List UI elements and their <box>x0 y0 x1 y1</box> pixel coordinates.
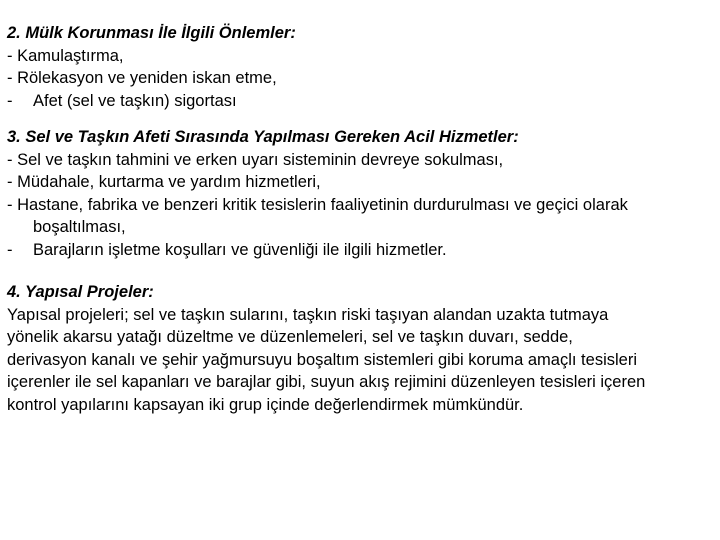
list-dash: - <box>7 240 13 259</box>
paragraph-line: kontrol yapılarını kapsayan iki grup içinde değerlendirmek mümkündür. <box>7 395 524 414</box>
list-item <box>7 45 713 68</box>
list-item-text: Müdahale, kurtarma ve yardım hizmetleri, <box>17 173 321 192</box>
list-dash: - <box>7 46 18 65</box>
paragraph-line: Yapısal projeleri; sel ve taşkın sularını, taşkın riski taşıyan alandan uzakta tutmaya <box>7 305 609 324</box>
list-item <box>7 67 713 90</box>
list-item-text: boşaltılması, <box>33 218 126 237</box>
list-item-text: Rölekasyon ve yeniden iskan etme, <box>17 69 277 88</box>
list-item <box>7 90 713 113</box>
list-item <box>7 171 713 194</box>
list-item-continuation <box>7 216 713 239</box>
paragraph-line: derivasyon kanalı ve şehir yağmursuyu boşaltım sistemleri gibi koruma amaçlı tesisleri <box>7 350 637 369</box>
list-item <box>7 149 713 172</box>
list-item-text: Hastane, fabrika ve benzeri kritik tesislerin faaliyetinin durdurulması ve geçici olarak <box>17 195 628 214</box>
section-heading: 2. Mülk Korunması İle İlgili Önlemler: <box>7 24 296 42</box>
list-dash: - <box>7 91 13 110</box>
section-heading: 3. Sel ve Taşkın Afeti Sırasında Yapılması Gereken Acil Hizmetler: <box>7 128 519 146</box>
list-item-text: Barajların işletme koşulları ve güvenliği ile ilgili hizmetler. <box>33 240 447 259</box>
list-item-text: Sel ve taşkın tahmini ve erken uyarı sisteminin devreye sokulması, <box>17 150 504 169</box>
list-dash: - <box>7 195 18 214</box>
list-item <box>7 194 713 217</box>
list-item-text: Kamulaştırma, <box>17 46 124 65</box>
list-dash: - <box>7 150 18 169</box>
list-item <box>7 239 713 262</box>
list-item-text: Afet (sel ve taşkın) sigortası <box>33 91 237 110</box>
section-property-protection <box>7 22 713 112</box>
paragraph-line: içerenler ile sel kapanları ve barajlar gibi, suyun akış rejimini düzenleyen tesisleri içeren <box>7 373 646 392</box>
list-dash: - <box>7 69 18 88</box>
paragraph-line: yönelik akarsu yatağı düzeltme ve düzenlemeleri, sel ve taşkın duvarı, sedde, <box>7 328 573 347</box>
section-heading: 4. Yapısal Projeler: <box>7 283 154 301</box>
section-emergency-services <box>7 126 713 262</box>
section-structural-projects <box>7 281 713 417</box>
list-dash: - <box>7 173 18 192</box>
